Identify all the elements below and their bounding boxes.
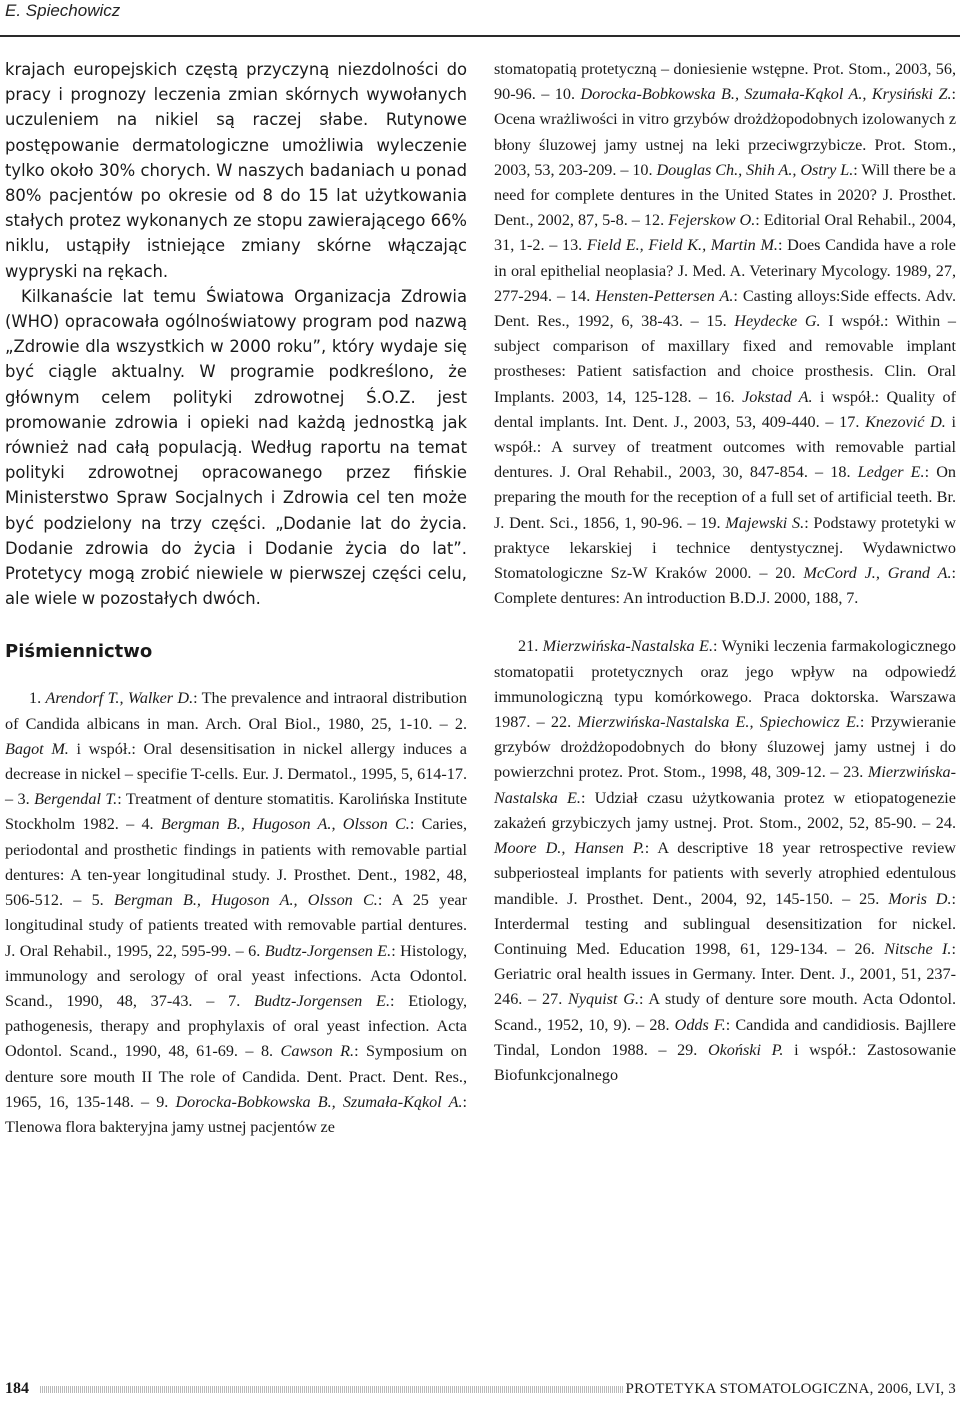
reference-number: 2. — [454, 714, 467, 733]
reference-number: 13. — [561, 236, 583, 255]
reference-text: : Will there be a need for complete dentures in the United States in 2020? J. Prosthet. Dent., 2002, 87, 5-8. – — [494, 160, 956, 230]
reference-text: : Wyniki leczenia farmakologicznego stomatopatii protetycznych oraz jego wpływ na odpowiedź immunologiczną typu komórkowego. Praca doktorska. Warszawa 1987. – — [494, 637, 956, 732]
reference-author: Nitsche I. — [884, 939, 952, 958]
reference-number: 14. — [570, 286, 591, 305]
reference-text: : Podstawy protetyki w praktyce lekarskiej i technice dentystycznej. Wydawnictwo Stomatologiczne Sz-W Kraków 2000. – — [494, 513, 956, 583]
body-paragraph-1: krajach europejskich częstą przyczyną niezdolności do pracy i prognozy leczenia zmian skórnych wywołanych uczuleniem na nikiel są raczej słabe. Rutynowe postępowanie dermatologiczne umożliwia wyleczenie tylko około 30% chorych. W naszych badaniach u ponad 80% pacjentów po okresie od 8 do 15 lat użytkowania stałych protez wykonanych ze stopu zawierającego 66% niklu, ustąpiły istniejące zmiany skórne włączając wypryski na rękach. — [5, 60, 467, 281]
reference-author: Majewski S. — [725, 513, 805, 532]
reference-author: Bergendal T. — [34, 790, 118, 809]
reference-number: 9. — [156, 1092, 169, 1111]
reference-number: 21. — [518, 637, 539, 656]
reference-number: 10. — [554, 85, 575, 104]
reference-author: Bergman B., Hugoson A., Olsson C. — [113, 891, 378, 910]
reference-number: 26. — [854, 939, 875, 958]
journal-name: PROTETYKA STOMATOLOGICZNA, 2006, LVI, 3 — [625, 1381, 956, 1397]
reference-number: 7. — [228, 991, 241, 1010]
reference-author: Arendorf T., Walker D. — [45, 689, 194, 708]
page-number: 184 — [5, 1380, 29, 1397]
reference-text: : Etiology, pathogenesis, therapy and prophylaxis of oral yeast infection. Acta Odontol. Scand., 1990, 48, 61-69. – — [5, 991, 468, 1061]
reference-text: : A descriptive 18 year retrospective review subperiosteal implants for patients with severly atrophied edentulous mandible. J. Prosthet. Dent., 2004, 92, 145-150. – — [494, 839, 956, 908]
reference-author: Cawson R. — [280, 1042, 355, 1061]
right-column — [494, 57, 956, 1088]
reference-author: Mierzwińska-Nastalska E., Spiechowicz E. — [577, 713, 860, 732]
reference-text: i współ.: Zastosowanie Biofunkcjonalnego — [494, 1040, 957, 1084]
left-column — [5, 57, 467, 1140]
section-heading: Piśmiennictwo — [5, 641, 153, 663]
reference-author: Nyquist G. — [568, 990, 640, 1009]
reference-text: : Editorial Oral Rehabil., 2004, 31, 1-2. – — [494, 211, 956, 255]
reference-author: Okoński P. — [707, 1040, 784, 1059]
reference-text: : Complete dentures: An introduction B.D.J. 2000, 188, 7. — [494, 564, 956, 608]
reference-number: 1. — [29, 689, 42, 708]
reference-number: 4. — [141, 815, 154, 834]
reference-text: : Ocena wrażliwości in vitro grzybów drożdżopodobnych izolowanych z błony śluzowej jamy ustnej na leki przeciwgrzybicze. Prot. Stom., 2003, 53, 203-209. – — [494, 85, 957, 179]
reference-number: 29. — [677, 1040, 698, 1059]
reference-text: i współ.: Oral desensitisation in nickel allergy induces a decrease in nickel – specifie T-cells. Eur. J. Dermatol., 1995, 5, 614-17. – — [5, 739, 467, 809]
reference-number: 12. — [643, 211, 665, 230]
reference-number: 3. — [17, 790, 30, 809]
reference-text: I współ.: Within – subject comparison of maxillary fixed and removable implant prostheses: Patient satisfaction and choice prosthesis. Clin. Oral Implants. 2003, 14, 125-128. – — [494, 312, 956, 406]
reference-text: : The prevalence and intraoral distribution of Candida albicans in man. Arch. Oral Biol., 1980, 25, 1-10. – — [5, 689, 467, 733]
reference-text: : Does Candida have a role in oral epithelial neoplasia? J. Med. A. Veterinary Mycology. 1989, 27, 277-294. – — [494, 236, 956, 305]
reference-author: Moris D. — [888, 889, 952, 908]
reference-text: i współ.: Quality of dental implants. Int. Dent. J., 2003, 53, 409-440. – — [494, 387, 956, 431]
reference-author: Budtz-Jorgensen E. — [254, 991, 390, 1010]
column-gap — [494, 611, 956, 634]
reference-author: Mierzwińska-Nastalska E. — [542, 637, 713, 656]
reference-author: Field E., Field K., Martin M. — [586, 236, 778, 255]
reference-author: Douglas Ch., Shih A., Ostry L. — [656, 160, 854, 179]
reference-author: Bergman B., Hugoson A., Olsson C. — [160, 815, 410, 834]
reference-number: 16. — [714, 387, 735, 406]
reference-author: Moore D., Hansen P. — [494, 839, 645, 858]
reference-number: 25. — [859, 889, 880, 908]
reference-text: : Histology, immunology and serology of oral yeast infections. Acta Odontol. Scand., 1990, 48, 37-43. – — [5, 941, 467, 1010]
reference-text: i współ.: A survey of treatment outcomes with removable partial dentures. J. Oral Rehabil., 2003, 30, 847-854. – — [494, 412, 957, 482]
footer-rule — [40, 1386, 624, 1393]
reference-text: : Przywieranie grzybów drożdżopodobnych do błony śluzowej jamy ustnej i do powierzchni protez. Prot. Stom., 1998, 48, 309-12. – — [494, 713, 956, 782]
reference-number: 28. — [649, 1015, 670, 1034]
reference-number: 18. — [830, 463, 851, 482]
reference-number: 17. — [839, 412, 860, 431]
reference-number: 23. — [843, 763, 864, 782]
reference-author: Hensten-Pettersen A. — [595, 286, 734, 305]
reference-author: Mierzwińska-Nastalska E. — [494, 763, 956, 807]
header-rule — [0, 35, 960, 37]
reference-author: Jokstad A. — [742, 387, 813, 406]
reference-number: 6. — [248, 941, 261, 960]
reference-author: Budtz-Jorgensen E. — [264, 941, 392, 960]
reference-number: 5. — [91, 891, 104, 910]
reference-author: Dorocka-Bobkowska B., Szumała-Kąkol A., Krysiński Z. — [580, 85, 952, 104]
reference-number: 20. — [775, 564, 796, 583]
reference-text: : A 25 year longitudinal study of patients treated with removable partial dentures. J. Oral Rehabil., 1995, 22, 595-99. – — [5, 891, 467, 960]
reference-text: : Candida and candidiosis. Bajllere Tindal, London 1988. – — [494, 1015, 956, 1059]
reference-text: : Interdermal testing and sublingual desensitization for nickel. Continuing Med. Education 1998, 61, 129-134. – — [494, 889, 956, 958]
references-right-bottom — [494, 634, 956, 1088]
reference-text: : Casting alloys:Side effects. Adv. Dent. Res., 1992, 6, 38-43. – — [494, 286, 956, 331]
reference-number: 8. — [260, 1042, 274, 1061]
reference-text: : A study of denture sore mouth. Acta Odontol. Scand., 1952, 10, 9). – — [494, 990, 956, 1034]
reference-number: 19. — [700, 513, 721, 532]
references-left — [5, 686, 467, 1140]
reference-author: Ledger E. — [857, 463, 925, 482]
reference-text: : Tlenowa flora bakteryjna jamy ustnej pacjentów ze — [5, 1092, 468, 1136]
reference-text: : Udział czasu użytkowania protez w etiopatogenezie zakażeń grzybiczych jamy ustnej. Prot. Stom., 2002, 52, 85-90. – — [494, 788, 956, 832]
reference-author: Knezović D. — [865, 412, 946, 431]
reference-number: 15. — [706, 312, 727, 331]
reference-author: Dorocka-Bobkowska B., Szumała-Kąkol A. — [175, 1092, 463, 1111]
reference-text: stomatopatią protetyczną – doniesienie wstępne. Prot. Stom., 2003, 56, 90-96. – — [494, 60, 956, 104]
reference-author: Fejerskow O. — [668, 211, 756, 230]
reference-number: 24. — [935, 813, 956, 832]
reference-number: 22. — [550, 713, 572, 732]
reference-author: Odds F. — [674, 1015, 726, 1034]
reference-author: Bagot M. — [5, 739, 69, 758]
body-paragraph-2: Kilkanaście lat temu Światowa Organizacja Zdrowia (WHO) opracowała ogólnoświatowy program pod nazwą „Zdrowie dla wszystkich w 2000 roku”, który wydaje się być ciągle aktualny. W programie podkreślono, że głównym celem polityki zdrowotnej Ś.O.Z. jest promowanie zdrowia i opieki nad każdą jednostką jak również nad całą populacją. Według raportu na temat polityki zdrowotnej opracowanego przez fińskie Ministerstwo Spraw Socjalnych i Zdrowia cel ten może być podzielony na trzy części. „Dodanie lat do życia. Dodanie zdrowia do życia i Dodanie życia do lat”. Protetycy mogą zrobić niewiele w pierwszej części celu, ale wiele w pozostałych dwóch. — [5, 286, 467, 609]
reference-text: : Treatment of denture stomatitis. Karolińska Institute Stockholm 1982. – — [5, 790, 468, 834]
reference-number: 27. — [542, 990, 563, 1009]
reference-text: : On preparing the mouth for the reception of a full set of artificial teeth. Br. J. Dent. Sci., 1856, 1, 90-96. – — [494, 463, 956, 532]
references-right-top — [494, 57, 956, 611]
reference-text: : Geriatric oral health issues in Germany. Inter. Dent. J., 2001, 51, 237-246. – — [494, 939, 956, 1009]
reference-author: McCord J., Grand A. — [803, 564, 952, 583]
reference-author: Heydecke G. — [734, 312, 821, 331]
running-head: E. Spiechowicz — [5, 1, 121, 20]
reference-text: : Symposium on denture sore mouth II The role of Candida. Dent. Pract. Dent. Res., 1965, 16, 135-148. – — [5, 1042, 467, 1111]
reference-text: : Caries, periodontal and prosthetic findings in patients with removable partial dentures: A ten-year longitudinal study. J. Prosthet. Dent., 1982, 48, 506-512. – — [5, 815, 467, 910]
reference-number: 10. — [632, 160, 653, 179]
